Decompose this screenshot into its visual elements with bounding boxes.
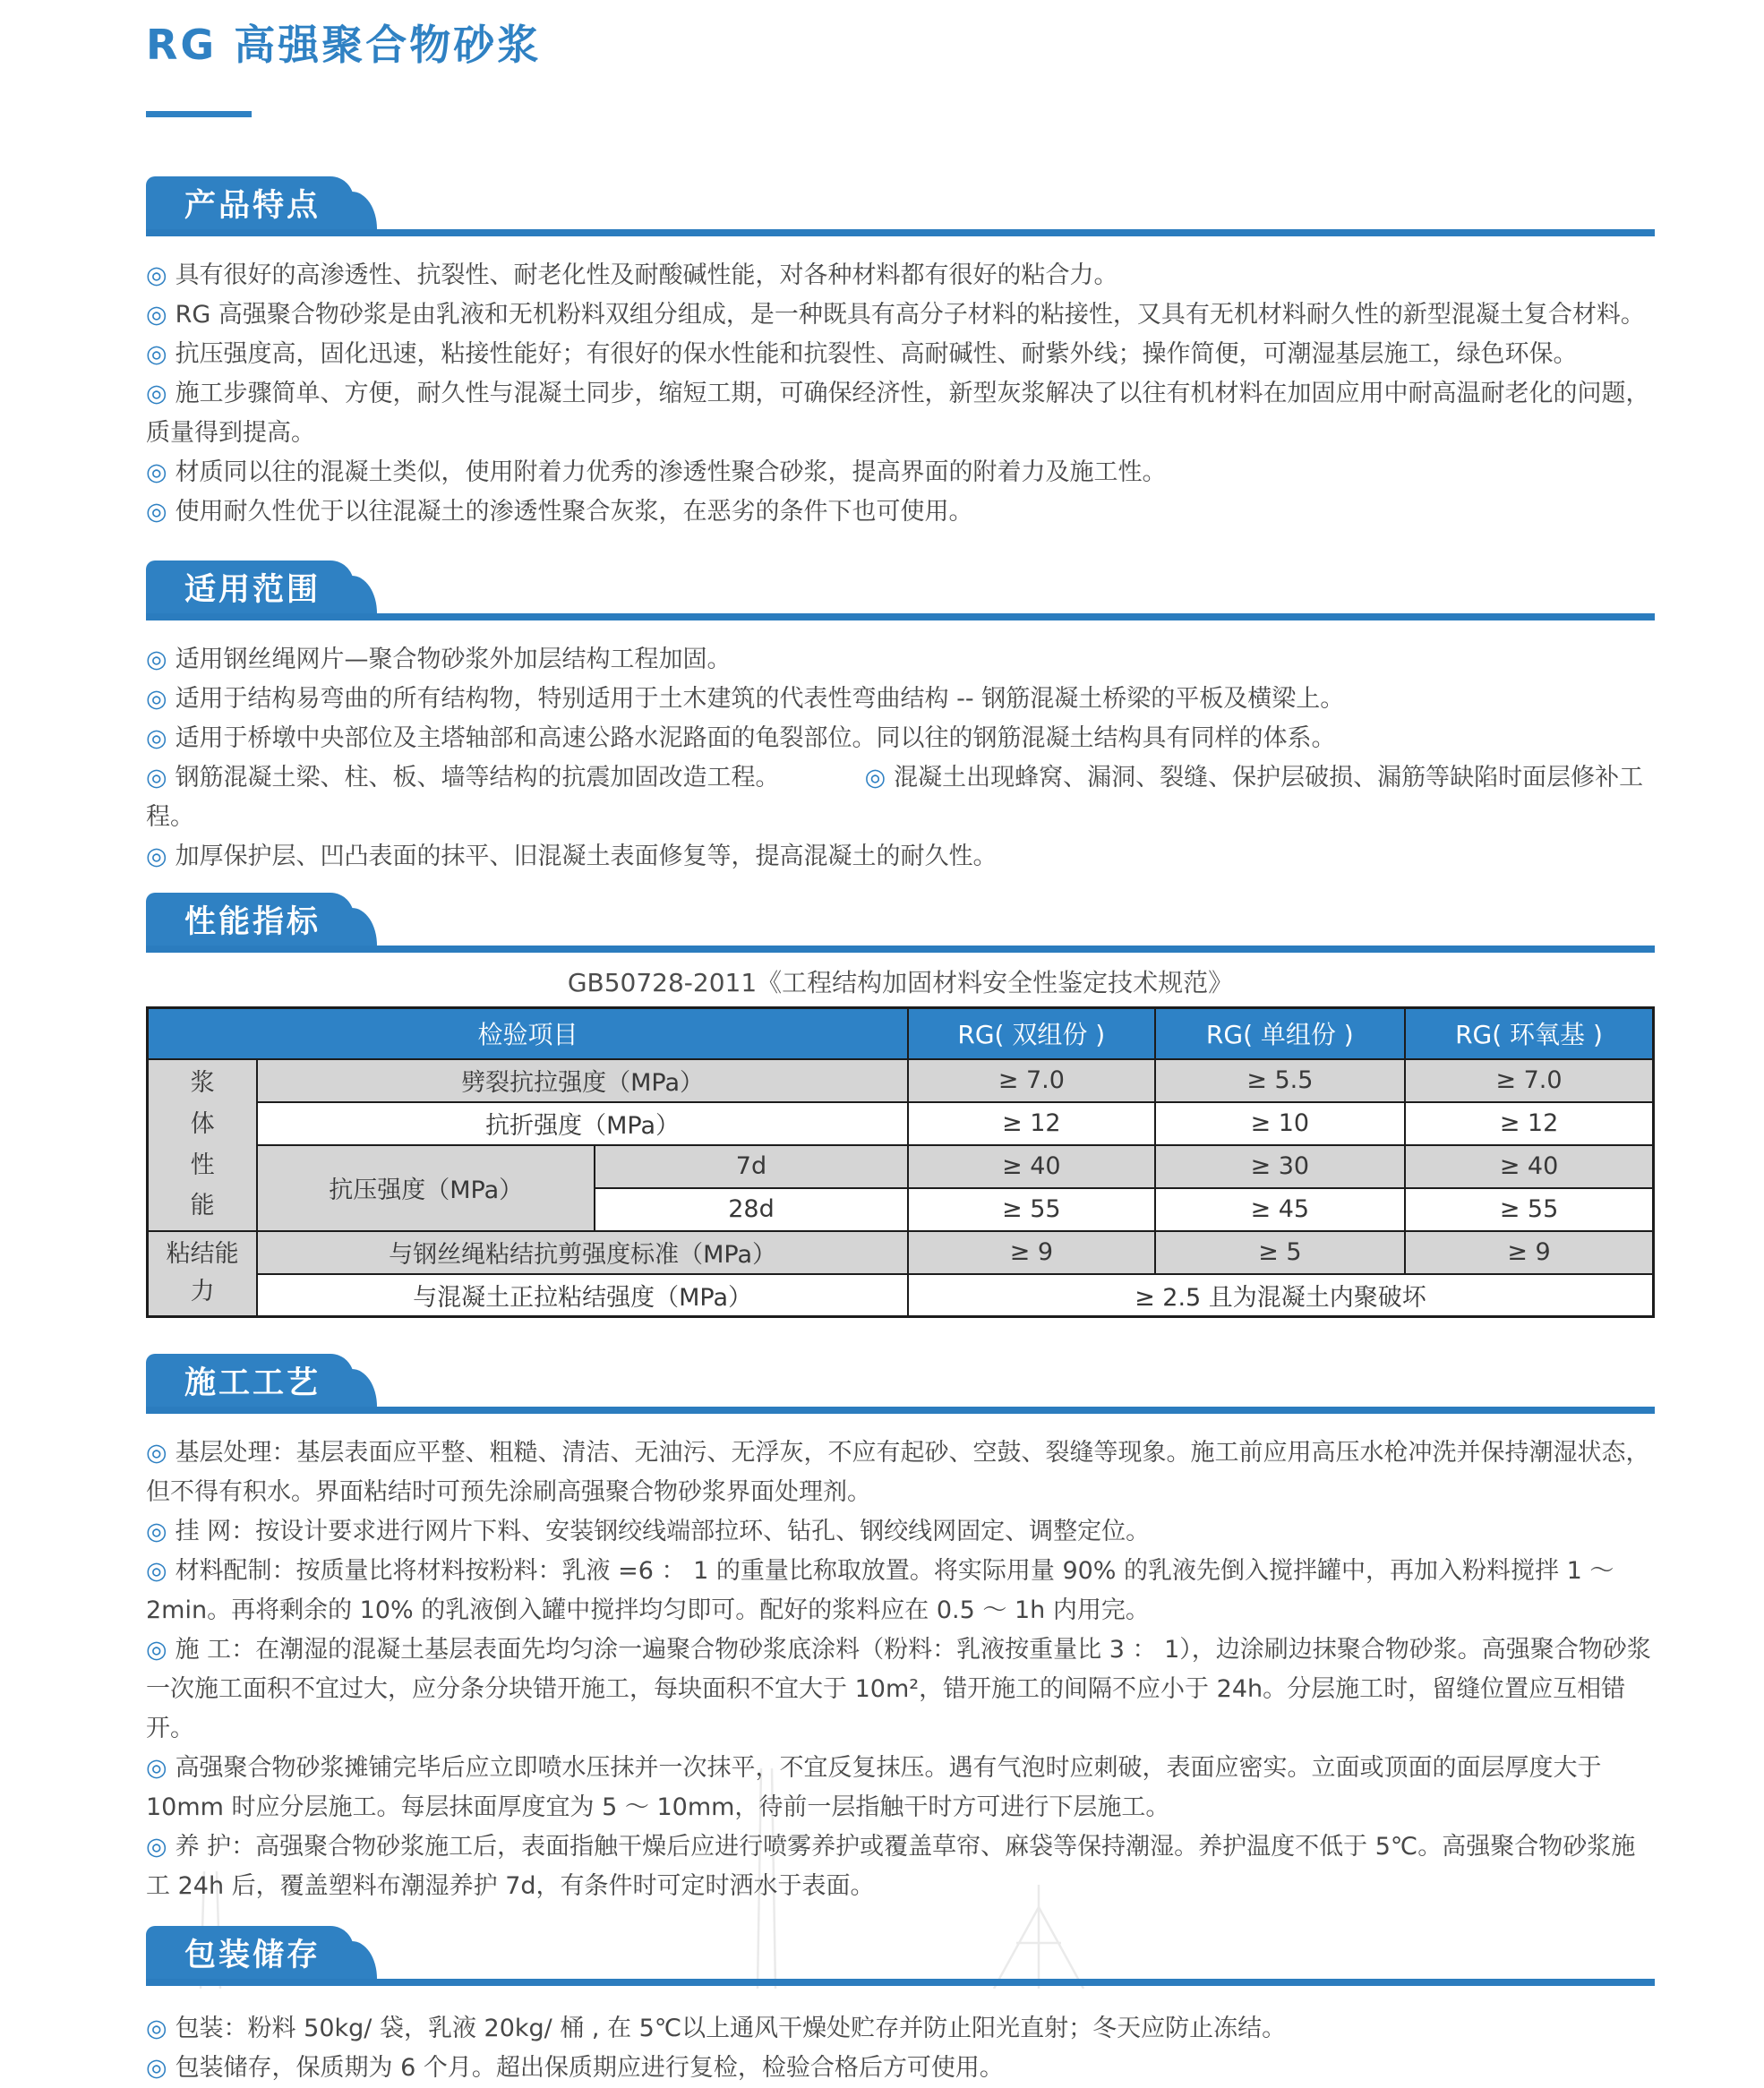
section-rule <box>146 946 1655 953</box>
performance-table <box>146 1006 1655 1318</box>
section-heading: 产品特点 <box>184 187 321 224</box>
bullet-icon: ◎ <box>146 301 167 329</box>
list-item-text: 适用于桥墩中央部位及主塔轴部和高速公路水泥路面的龟裂部位。同以往的钢筋混凝土结构具有同样的体系。 <box>175 724 1336 752</box>
section-rule <box>146 1407 1655 1414</box>
list-item-text: RG 高强聚合物砂浆是由乳液和无机粉料双组分组成，是一种既具有高分子材料的粘接性，又具有无机材料耐久性的新型混凝土复合材料。 <box>175 301 1645 329</box>
table-header-row <box>148 1008 1654 1059</box>
section-tab-scope <box>146 561 354 613</box>
table-cell: ≥ 7.0 <box>1405 1059 1654 1102</box>
bullet-icon: ◎ <box>146 646 167 673</box>
list-item-text: 施工步骤简单、方便，耐久性与混凝土同步，缩短工期，可确保经济性，新型灰浆解决了以往有机材料在加固应用中耐高温耐老化的问题，质量得到提高。 <box>146 380 1650 447</box>
list-item <box>146 719 1655 758</box>
list-item <box>146 837 1655 877</box>
section-process-header <box>146 1354 1655 1414</box>
table-cell: 与钢丝绳粘结抗剪强度标准（MPa） <box>257 1231 908 1274</box>
section-tab-features <box>146 176 354 229</box>
table-header-cell: RG( 双组份 ) <box>908 1008 1155 1059</box>
scope-list <box>146 640 1655 877</box>
section-tab-process <box>146 1354 354 1407</box>
list-item-text: 包装储存，保质期为 6 个月。超出保质期应进行复检，检验合格后方可使用。 <box>175 2054 1004 2082</box>
process-list <box>146 1433 1655 1906</box>
table-row <box>148 1059 1654 1102</box>
list-item <box>146 1827 1655 1906</box>
list-item-text: 材料配制：按质量比将材料按粉料：乳液 =6 ： 1 的重量比称取放置。将实际用量 90% 的乳液先倒入搅拌罐中，再加入粉料搅拌 1 ～ 2min。再将剩余的 10% 的乳液倒入罐中搅拌均匀即可。配好的浆料应在 0.5 ～ 1h 内用完。 <box>146 1557 1614 1624</box>
list-item <box>146 295 1655 335</box>
content-column <box>146 0 1655 2088</box>
list-item <box>146 1512 1655 1552</box>
table-row <box>148 1274 1654 1317</box>
packaging-list <box>146 2009 1655 2088</box>
section-heading: 适用范围 <box>184 571 321 608</box>
table-header-cell: RG( 单组份 ) <box>1155 1008 1405 1059</box>
table-cell: 劈裂抗拉强度（MPa） <box>257 1059 908 1102</box>
table-cell: ≥ 40 <box>1405 1145 1654 1188</box>
table-cell: 7d <box>595 1145 908 1188</box>
list-item <box>146 1630 1655 1749</box>
table-cell: 抗压强度（MPa） <box>257 1145 595 1231</box>
table-cell: ≥ 40 <box>908 1145 1155 1188</box>
bullet-icon: ◎ <box>146 1557 167 1585</box>
section-performance-header <box>146 893 1655 953</box>
table-cell: 与混凝土正拉粘结强度（MPa） <box>257 1274 908 1317</box>
table-cell: ≥ 9 <box>1405 1231 1654 1274</box>
section-heading: 性能指标 <box>184 903 321 940</box>
bullet-icon: ◎ <box>146 340 167 368</box>
list-item <box>146 2049 1655 2088</box>
bullet-icon: ◎ <box>146 685 167 713</box>
table-cell: ≥ 5.5 <box>1155 1059 1405 1102</box>
bullet-icon: ◎ <box>146 1439 167 1467</box>
list-item <box>146 640 1655 680</box>
section-rule <box>146 613 1655 620</box>
bullet-icon: ◎ <box>146 380 167 407</box>
list-item-text: 具有很好的高渗透性、抗裂性、耐老化性及耐酸碱性能，对各种材料都有很好的粘合力。 <box>175 261 1118 289</box>
table-header-cell: RG( 环氧基 ) <box>1405 1008 1654 1059</box>
group-label-slurry: 浆体性能 <box>148 1059 258 1231</box>
table-cell: ≥ 5 <box>1155 1231 1405 1274</box>
list-item-pair <box>146 758 1655 837</box>
bullet-icon: ◎ <box>146 261 167 289</box>
section-heading: 包装储存 <box>184 1937 321 1973</box>
section-tab-performance <box>146 893 354 946</box>
list-item <box>146 256 1655 295</box>
list-item-text: 施 工：在潮湿的混凝土基层表面先均匀涂一遍聚合物砂浆底涂料（粉料：乳液按重量比 3 ： 1），边涂刷边抹聚合物砂浆。高强聚合物砂浆一次施工面积不宜过大，应分条分块错开施工，每块面积不宜大于 10m²，错开施工的间隔不应小于 24h。分层施工时，留缝位置应互相错开。 <box>146 1636 1651 1742</box>
bullet-icon: ◎ <box>146 764 167 792</box>
table-cell: ≥ 12 <box>908 1102 1155 1145</box>
bullet-icon: ◎ <box>146 498 167 526</box>
group-label-bond: 粘结能力 <box>148 1231 258 1317</box>
list-item-text: 加厚保护层、凹凸表面的抹平、旧混凝土表面修复等，提高混凝土的耐久性。 <box>175 843 998 870</box>
list-item <box>146 374 1655 453</box>
table-cell: ≥ 55 <box>908 1188 1155 1231</box>
list-item <box>146 335 1655 374</box>
section-scope-header <box>146 561 1655 620</box>
table-cell: ≥ 55 <box>1405 1188 1654 1231</box>
table-cell: ≥ 2.5 且为混凝土内聚破坏 <box>908 1274 1654 1317</box>
bullet-icon: ◎ <box>146 2054 167 2082</box>
section-tab-packaging <box>146 1926 354 1979</box>
page-title: RG 高强聚合物砂浆 <box>146 21 542 69</box>
section-packaging-header <box>146 1926 1655 1986</box>
table-cell: ≥ 10 <box>1155 1102 1405 1145</box>
list-item <box>146 453 1655 492</box>
section-features-header <box>146 176 1655 236</box>
list-item-text: 挂 网：按设计要求进行网片下料、安装钢绞线端部拉环、钻孔、钢绞线网固定、调整定位。 <box>175 1518 1151 1545</box>
list-item-text: 基层处理：基层表面应平整、粗糙、清洁、无油污、无浮灰，不应有起砂、空鼓、裂缝等现象。施工前应用高压水枪冲洗并保持潮湿状态，但不得有积水。界面粘结时可预先涂刷高强聚合物砂浆界面处理剂。 <box>146 1439 1650 1506</box>
table-cell: 抗折强度（MPa） <box>257 1102 908 1145</box>
table-caption: GB50728-2011《工程结构加固材料安全性鉴定技术规范》 <box>567 968 1234 997</box>
list-item <box>146 1749 1655 1827</box>
list-item-text: 使用耐久性优于以往混凝土的渗透性聚合灰浆，在恶劣的条件下也可使用。 <box>175 498 973 526</box>
table-row <box>148 1102 1654 1145</box>
section-heading: 施工工艺 <box>184 1365 321 1401</box>
section-rule <box>146 229 1655 236</box>
bullet-icon: ◎ <box>864 764 886 792</box>
features-list <box>146 256 1655 532</box>
title-underline <box>146 111 252 117</box>
bullet-icon: ◎ <box>146 1636 167 1664</box>
table-cell: ≥ 12 <box>1405 1102 1654 1145</box>
section-rule <box>146 1979 1655 1986</box>
table-row <box>148 1145 1654 1188</box>
list-item-text: 混凝土出现蜂窝、漏洞、裂缝、保护层破损、漏筋等缺陷时面层修补工程。 <box>146 764 1644 831</box>
list-item <box>146 492 1655 532</box>
table-cell: ≥ 30 <box>1155 1145 1405 1188</box>
list-item-text: 养 护：高强聚合物砂浆施工后，表面指触干燥后应进行喷雾养护或覆盖草帘、麻袋等保持潮湿。养护温度不低于 5℃。高强聚合物砂浆施工 24h 后，覆盖塑料布潮湿养护 7d，有条件时可定时洒水于表面。 <box>146 1833 1636 1900</box>
table-cell: ≥ 9 <box>908 1231 1155 1274</box>
bullet-icon: ◎ <box>146 1518 167 1545</box>
bullet-icon: ◎ <box>146 724 167 752</box>
table-cell: ≥ 45 <box>1155 1188 1405 1231</box>
bullet-icon: ◎ <box>146 1754 167 1782</box>
list-item-text: 高强聚合物砂浆摊铺完毕后应立即喷水压抹并一次抹平，不宜反复抹压。遇有气泡时应刺破，表面应密实。立面或顶面的面层厚度大于 10mm 时应分层施工。每层抹面厚度宜为 5 ～ 10mm，待前一层指触干时方可进行下层施工。 <box>146 1754 1602 1821</box>
bullet-icon: ◎ <box>146 2015 167 2042</box>
table-row <box>148 1231 1654 1274</box>
bullet-icon: ◎ <box>146 458 167 486</box>
list-item-text: 钢筋混凝土梁、柱、板、墙等结构的抗震加固改造工程。 <box>175 764 780 792</box>
table-cell: ≥ 7.0 <box>908 1059 1155 1102</box>
list-item <box>146 2009 1655 2049</box>
list-item <box>146 680 1655 719</box>
list-item-text: 适用钢丝绳网片—聚合物砂浆外加层结构工程加固。 <box>175 646 732 673</box>
bullet-icon: ◎ <box>146 843 167 870</box>
list-item-text: 适用于结构易弯曲的所有结构物，特别适用于土木建筑的代表性弯曲结构 -- 钢筋混凝土桥梁的平板及横梁上。 <box>175 685 1345 713</box>
table-cell: 28d <box>595 1188 908 1231</box>
list-item-text: 包装：粉料 50kg/ 袋，乳液 20kg/ 桶 , 在 5℃以上通风干燥处贮存并防止阳光直射；冬天应防止冻结。 <box>175 2015 1287 2042</box>
list-item-text: 抗压强度高，固化迅速，粘接性能好；有很好的保水性能和抗裂性、高耐碱性、耐紫外线；操作简便，可潮湿基层施工，绿色环保。 <box>175 340 1578 368</box>
list-item <box>146 1552 1655 1630</box>
bullet-icon: ◎ <box>146 1833 167 1861</box>
list-item <box>146 1433 1655 1512</box>
table-header-cell: 检验项目 <box>148 1008 908 1059</box>
list-item-text: 材质同以往的混凝土类似，使用附着力优秀的渗透性聚合砂浆，提高界面的附着力及施工性。 <box>175 458 1167 486</box>
